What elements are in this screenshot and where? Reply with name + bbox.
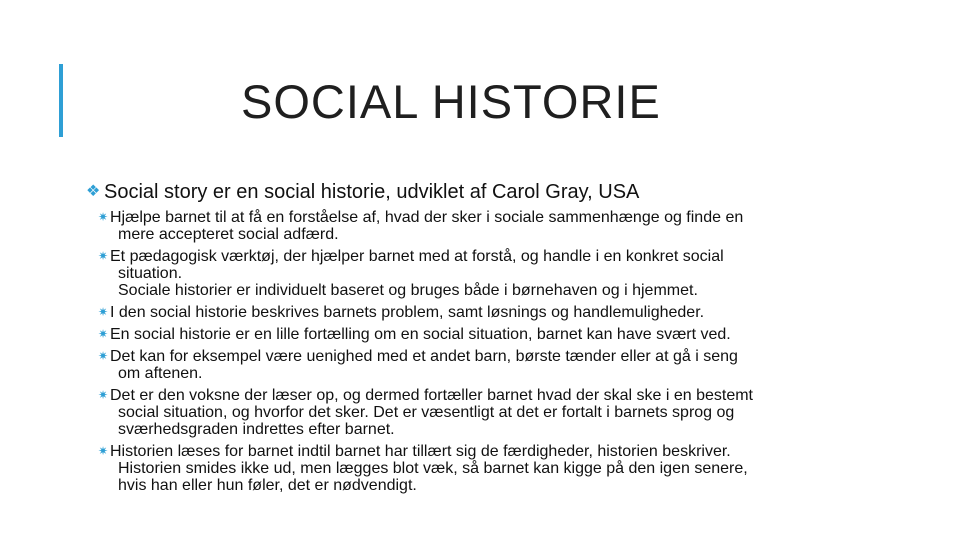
asterisk-star-icon: ✷ — [98, 388, 109, 402]
sub-bullet-text — [110, 209, 846, 243]
sub-bullet-text — [110, 348, 846, 382]
slide-content — [86, 180, 846, 494]
asterisk-star-icon: ✷ — [98, 349, 109, 363]
sub-bullet-line: om aftenen. — [118, 365, 203, 382]
sub-bullet-text — [110, 443, 846, 494]
sub-bullet-line: situation. — [118, 265, 183, 282]
sub-bullet-line: I den social historie beskrives barnets problem, samt løsnings og handlemuligheder. — [110, 304, 705, 321]
asterisk-star-icon: ✷ — [98, 249, 109, 263]
sub-bullet-line: Historien læses for barnet indtil barnet har tillært sig de færdigheder, historien beskriver. — [110, 443, 731, 460]
sub-bullet — [98, 348, 846, 382]
slide-title: SOCIAL HISTORIE — [241, 75, 661, 128]
main-bullet — [86, 180, 846, 204]
sub-bullet-line: Det kan for eksempel være uenighed med et andet barn, børste tænder eller at gå i seng — [110, 348, 738, 365]
sub-bullet-line: mere accepteret social adfærd. — [118, 226, 339, 243]
sub-bullet-line: sværhedsgraden indrettes efter barnet. — [118, 421, 395, 438]
sub-bullet-text — [110, 248, 846, 299]
sub-bullet — [98, 387, 846, 438]
asterisk-star-icon: ✷ — [98, 327, 109, 341]
asterisk-star-icon: ✷ — [98, 210, 109, 224]
main-bullet-text: Social story er en social historie, udviklet af Carol Gray, USA — [104, 181, 640, 203]
sub-bullet-text — [110, 387, 846, 438]
sub-bullet-line: Historien smides ikke ud, men lægges blot væk, så barnet kan kigge på den igen senere, — [118, 460, 748, 477]
sub-bullet-text — [110, 304, 846, 321]
sub-bullet-line: Hjælpe barnet til at få en forståelse af, hvad der sker i sociale sammenhænge og finde en — [110, 209, 744, 226]
sub-bullet-line: Sociale historier er individuelt baseret og bruges både i børnehaven og i hjemmet. — [118, 282, 698, 299]
sub-bullet — [98, 304, 846, 321]
sub-bullet-line: Det er den voksne der læser op, og dermed fortæller barnet hvad der skal ske i en bestemt — [110, 387, 753, 404]
sub-bullet-line: social situation, og hvorfor det sker. Det er væsentligt at det er fortalt i barnets sprog og — [118, 404, 735, 421]
sub-bullet — [98, 248, 846, 299]
sub-bullet-text — [110, 326, 846, 343]
sub-bullet-line: En social historie er en lille fortælling om en social situation, barnet kan have svært ved. — [110, 326, 731, 343]
sub-bullet-line: hvis han eller hun føler, det er nødvendigt. — [118, 477, 417, 494]
asterisk-star-icon: ✷ — [98, 444, 109, 458]
asterisk-star-icon: ✷ — [98, 305, 109, 319]
sub-bullet — [98, 326, 846, 343]
title-accent-bar — [59, 64, 63, 137]
sub-bullet — [98, 443, 846, 494]
diamond-quad-icon: ❖ — [86, 183, 101, 200]
sub-bullet-line: Et pædagogisk værktøj, der hjælper barnet med at forstå, og handle i en konkret social — [110, 248, 724, 265]
sub-bullet — [98, 209, 846, 243]
sub-bullet-list — [86, 209, 846, 494]
